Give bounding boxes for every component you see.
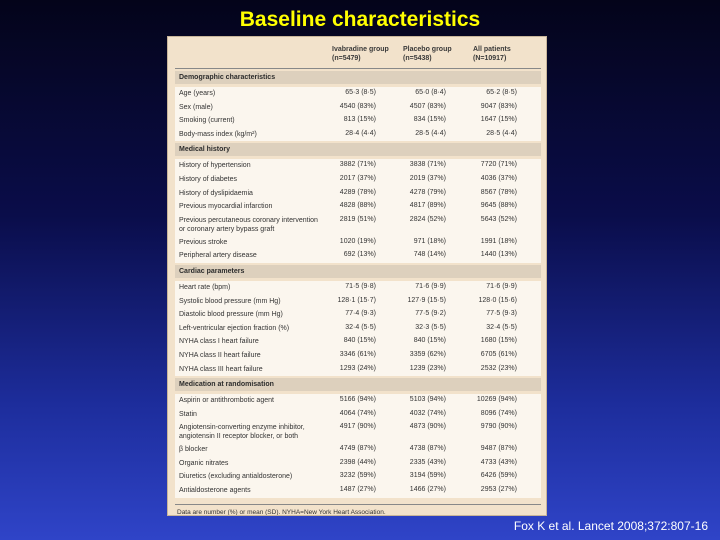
row-value: 1680 (15%): [480, 337, 517, 345]
section-header: Demographic characteristics: [175, 71, 541, 84]
table-row: [175, 281, 541, 295]
row-value: 2953 (27%): [480, 486, 517, 494]
row-label: Diuretics (excluding antialdosterone): [179, 473, 293, 481]
table-row: [175, 335, 541, 349]
baseline-table: [175, 43, 541, 516]
row-value: 3346 (61%): [339, 350, 376, 358]
row-value: 1239 (23%): [409, 364, 446, 372]
row-value: 9047 (83%): [480, 102, 517, 110]
row-label: Previous myocardial infarction: [179, 203, 273, 211]
row-value: 840 (15%): [413, 337, 446, 345]
row-value: 71·6 (9·9): [415, 282, 446, 290]
row-value: 2532 (23%): [480, 364, 517, 372]
row-value: 3232 (59%): [339, 472, 376, 480]
table-row: [175, 114, 541, 128]
row-value: 128·1 (15·7): [337, 296, 376, 304]
table-row: [175, 349, 541, 363]
table-row: [175, 236, 541, 250]
row-value: 1487 (27%): [339, 486, 376, 494]
row-value: 4032 (74%): [409, 409, 446, 417]
table-row: [175, 214, 541, 236]
table-body: [175, 71, 541, 498]
row-label: Body-mass index (kg/m²): [179, 130, 257, 138]
table-row: [175, 421, 541, 443]
row-value: 4540 (83%): [339, 102, 376, 110]
row-value: 32·4 (5·5): [345, 323, 376, 331]
row-value: 128·0 (15·6): [478, 296, 517, 304]
row-value: 65·2 (8·5): [486, 89, 517, 96]
row-label: NYHA class III heart failure: [179, 365, 263, 373]
row-value: 4733 (43%): [480, 458, 517, 466]
slide-title: Baseline characteristics: [239, 8, 481, 31]
table-row: [175, 443, 541, 457]
row-value: 6705 (61%): [480, 350, 517, 358]
row-value: 4749 (87%): [339, 445, 376, 453]
table-row: [175, 173, 541, 187]
row-label: Antialdosterone agents: [179, 487, 251, 495]
row-value: 32·4 (5·5): [486, 323, 517, 331]
row-label: Diastolic blood pressure (mm Hg): [179, 311, 283, 319]
row-value: 1991 (18%): [480, 237, 517, 245]
row-value: 1020 (19%): [339, 237, 376, 245]
table-row: [175, 322, 541, 336]
row-value: 4917 (90%): [339, 423, 376, 431]
row-value: 1440 (13%): [480, 251, 517, 259]
row-value: 2019 (37%): [409, 174, 446, 182]
row-value: 3194 (59%): [409, 472, 446, 480]
table-row: [175, 159, 541, 173]
row-value: 4828 (88%): [339, 202, 376, 210]
section-header: Medical history: [175, 143, 541, 156]
row-value: 28·5 (4·4): [486, 129, 517, 137]
column-header-all: All patients (N=10917): [473, 46, 511, 62]
row-value: 3359 (62%): [409, 350, 446, 358]
table-row: [175, 408, 541, 422]
table-row: [175, 128, 541, 142]
row-value: 6426 (59%): [480, 472, 517, 480]
row-value: 2398 (44%): [339, 458, 376, 466]
row-value: 71·5 (9·8): [345, 282, 376, 290]
table-row: [175, 308, 541, 322]
row-value: 840 (15%): [343, 337, 376, 345]
row-label: Systolic blood pressure (mm Hg): [179, 297, 281, 305]
table-row: [175, 101, 541, 115]
row-value: 748 (14%): [413, 251, 446, 259]
row-value: 5103 (94%): [409, 396, 446, 404]
row-label: Organic nitrates: [179, 459, 229, 467]
row-label: Peripheral artery disease: [179, 252, 257, 260]
row-label: Aspirin or antithrombotic agent: [179, 397, 274, 405]
row-value: 5643 (52%): [480, 215, 517, 223]
row-value: 692 (13%): [343, 251, 376, 259]
row-value: 65·0 (8·4): [415, 89, 446, 96]
row-label: Age (years): [179, 90, 216, 97]
section-header: Cardiac parameters: [175, 265, 541, 278]
table-row: [175, 394, 541, 408]
table-row: [175, 200, 541, 214]
row-value: 3838 (71%): [409, 161, 446, 169]
row-value: 4817 (89%): [409, 202, 446, 210]
row-value: 4278 (79%): [409, 188, 446, 196]
row-value: 9790 (90%): [480, 423, 517, 431]
row-value: 4064 (74%): [339, 409, 376, 417]
row-value: 77·4 (9·3): [345, 310, 376, 318]
table-footnote: Data are number (%) or mean (SD). NYHA=New York Heart Association.: [177, 508, 386, 516]
row-value: 77·5 (9·3): [486, 310, 517, 318]
row-label: β blocker: [179, 446, 208, 454]
row-value: 4507 (83%): [409, 102, 446, 110]
row-value: 1466 (27%): [409, 486, 446, 494]
table-row: [175, 484, 541, 498]
row-label: History of dyslipidaemia: [179, 189, 253, 197]
row-value: 2017 (37%): [339, 174, 376, 182]
row-value: 9487 (87%): [480, 445, 517, 453]
row-value: 2819 (51%): [339, 215, 376, 223]
table-panel: [167, 36, 547, 516]
header-rule: [175, 68, 541, 69]
table-row: [175, 363, 541, 377]
row-value: 10269 (94%): [476, 396, 517, 404]
row-value: 127·9 (15·5): [407, 296, 446, 304]
row-value: 813 (15%): [343, 116, 376, 124]
table-row: [175, 187, 541, 201]
row-value: 32·3 (5·5): [415, 323, 446, 331]
row-value: 8096 (74%): [480, 409, 517, 417]
row-value: 28·4 (4·4): [345, 129, 376, 137]
section-header: Medication at randomisation: [175, 378, 541, 391]
row-label: NYHA class I heart failure: [179, 338, 259, 346]
row-label: Previous stroke: [179, 238, 228, 246]
row-label: Heart rate (bpm): [179, 283, 231, 291]
row-value: 5166 (94%): [339, 396, 376, 404]
column-header-placebo: Placebo group (n=5438): [403, 46, 452, 62]
row-value: 4036 (37%): [480, 174, 517, 182]
row-value: 71·6 (9·9): [486, 282, 517, 290]
row-value: 8567 (78%): [480, 188, 517, 196]
row-value: 834 (15%): [413, 116, 446, 124]
row-value: 65·3 (8·5): [345, 89, 376, 96]
row-value: 28·5 (4·4): [415, 129, 446, 137]
row-value: 4738 (87%): [409, 445, 446, 453]
row-label: Sex (male): [179, 103, 213, 111]
row-value: 3882 (71%): [339, 161, 376, 169]
row-value: 2824 (52%): [409, 215, 446, 223]
row-value: 1293 (24%): [339, 364, 376, 372]
row-value: 4289 (78%): [339, 188, 376, 196]
table-row: [175, 470, 541, 484]
row-value: 9645 (88%): [480, 202, 517, 210]
row-value: 77·5 (9·2): [415, 310, 446, 318]
row-label: History of hypertension: [179, 162, 251, 170]
table-row: [175, 295, 541, 309]
row-value: 4873 (90%): [409, 423, 446, 431]
row-label: Previous percutaneous coronary intervention or coronary artery bypass graft: [179, 216, 318, 233]
row-label: Angiotensin-converting enzyme inhibitor, angiotensin II receptor blocker, or both: [179, 424, 305, 441]
table-row: [175, 457, 541, 471]
row-value: 971 (18%): [413, 237, 446, 245]
row-value: 7720 (71%): [480, 161, 517, 169]
row-label: Statin: [179, 410, 197, 418]
row-label: Smoking (current): [179, 117, 235, 125]
column-header-ivabradine: Ivabradine group (n=5479): [332, 46, 389, 62]
row-label: Left-ventricular ejection fraction (%): [179, 324, 290, 332]
row-label: History of diabetes: [179, 175, 237, 183]
table-row: [175, 249, 541, 263]
row-value: 1647 (15%): [480, 116, 517, 124]
footer-rule: [175, 504, 541, 505]
table-row: [175, 87, 541, 101]
row-value: 2335 (43%): [409, 458, 446, 466]
citation: Fox K et al. Lancet 2008;372:807-16: [513, 519, 708, 533]
row-label: NYHA class II heart failure: [179, 351, 261, 359]
column-headers: [175, 43, 541, 65]
